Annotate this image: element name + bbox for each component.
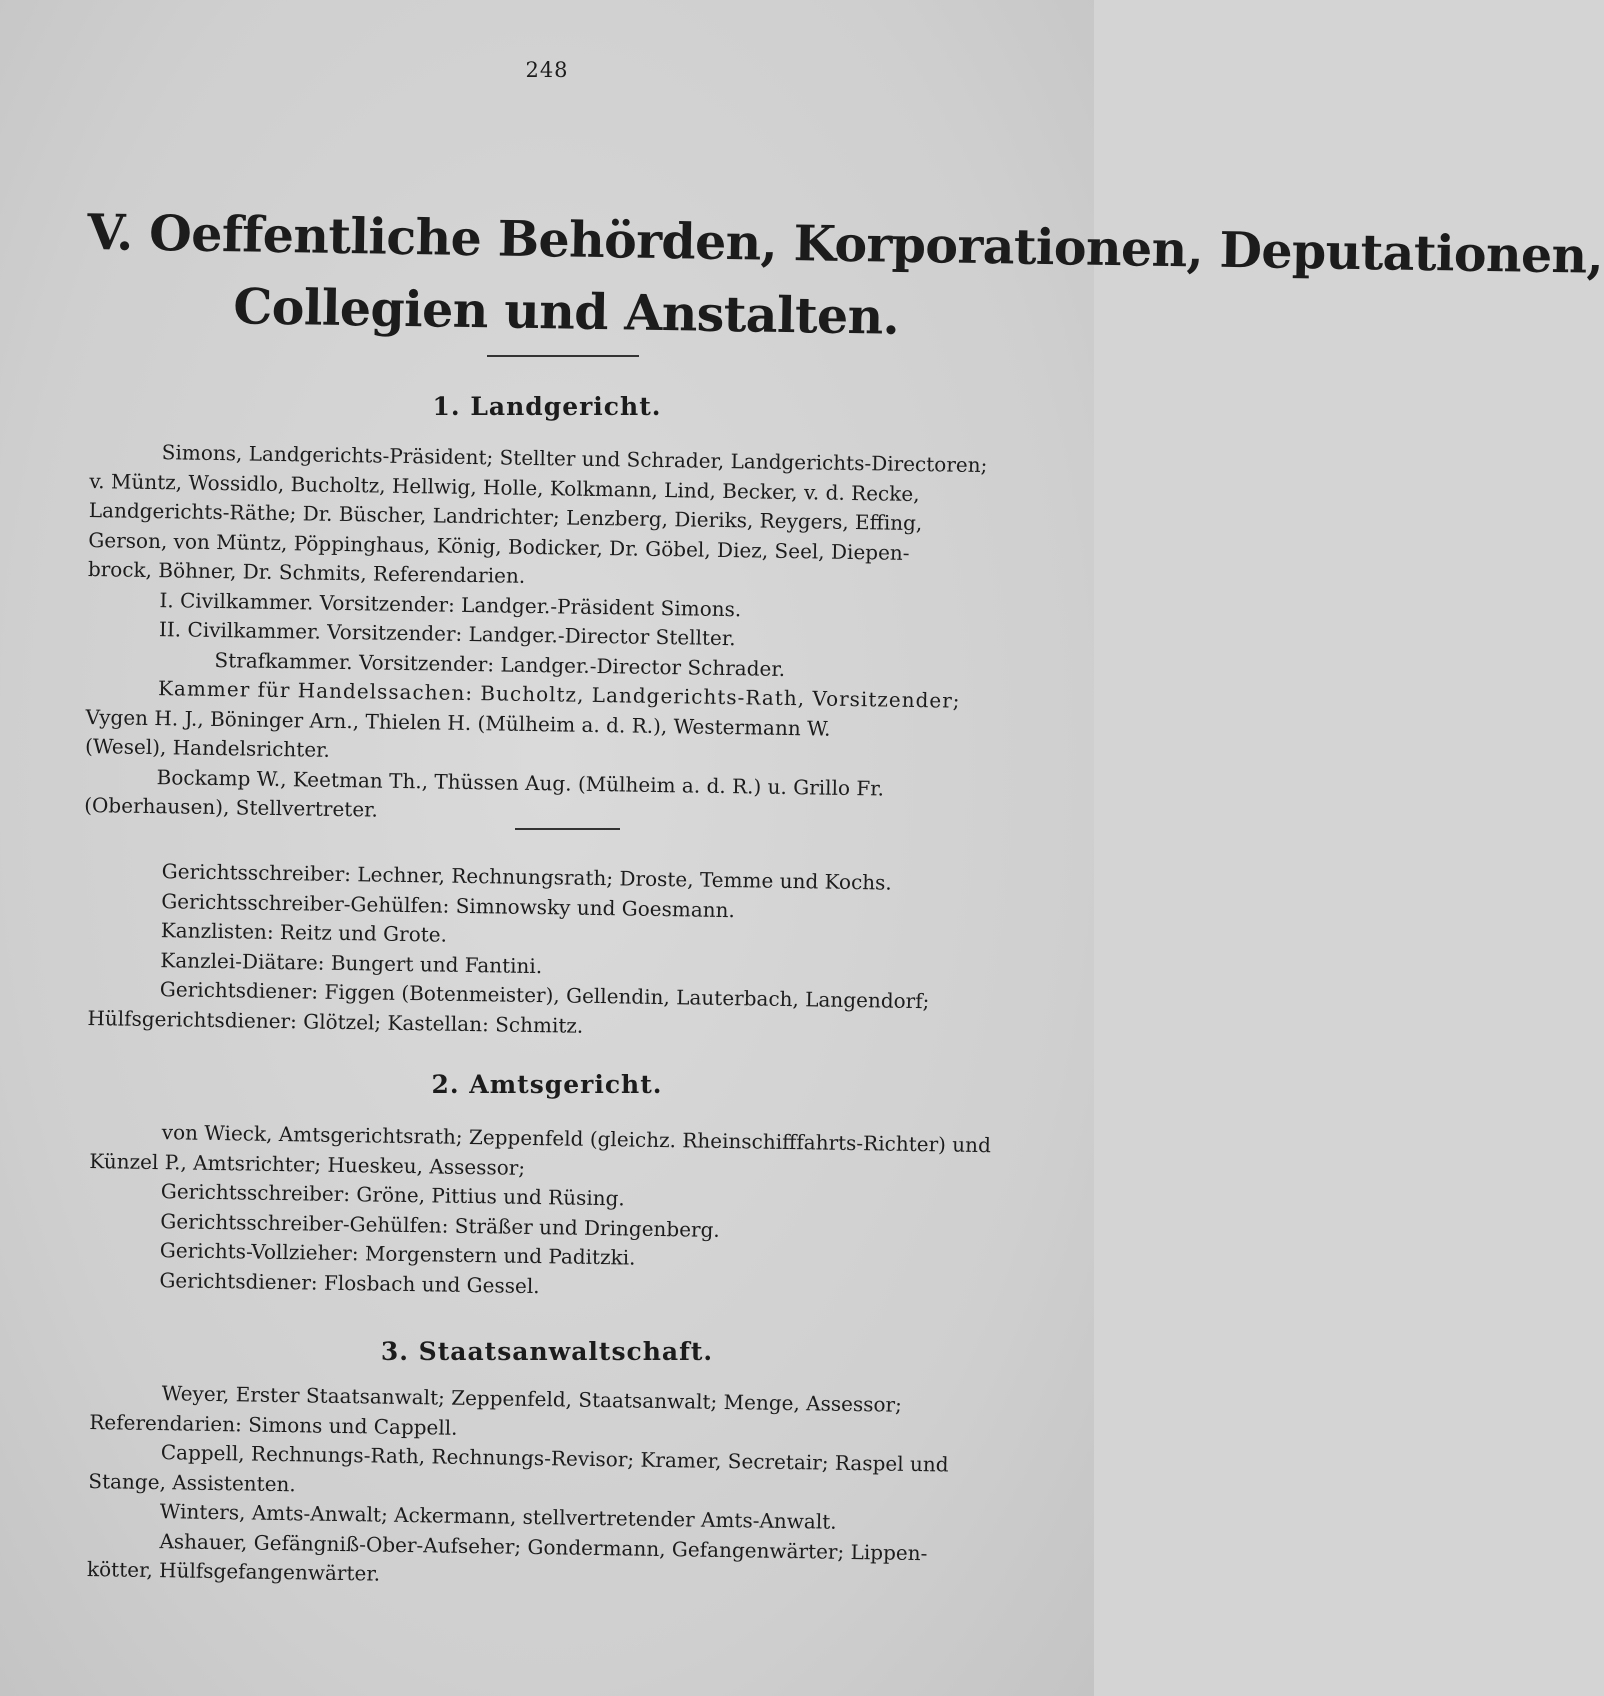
text-line: Simons, Landgerichts-Präsident; Stellter und Schrader, Landgerichts-Directoren; <box>161 440 988 478</box>
text-line: Gerichtsdiener: Figgen (Botenmeister), Gellendin, Lauterbach, Langendorf; <box>159 977 930 1014</box>
text-line: Gerichtsschreiber: Lechner, Rechnungsrath; Droste, Temme und Kochs. <box>161 859 892 895</box>
text-line: Landgerichts-Räthe; Dr. Büscher, Landrichter; Lenzberg, Dieriks, Reygers, Effing, <box>88 497 923 536</box>
text-line: Referendarien: Simons und Cappell. <box>89 1409 458 1440</box>
text-line: Kammer für Handelssachen: Bucholtz, Landgerichts-Rath, Vorsitzender; <box>157 676 961 713</box>
chapter-title-line-2: Collegien und Anstalten. <box>232 277 900 346</box>
text-line: Kanzlisten: Reitz und Grote. <box>160 918 448 947</box>
text-line: I. Civilkammer. Vorsitzender: Landger.-Präsident Simons. <box>159 587 742 621</box>
page-number: 248 <box>525 58 569 82</box>
text-line: Weyer, Erster Staatsanwalt; Zeppenfeld, Staatsanwalt; Menge, Assessor; <box>161 1381 903 1417</box>
text-line: Cappell, Rechnungs-Rath, Rechnungs-Revisor; Kramer, Secretair; Raspel und <box>160 1440 949 1477</box>
section-heading-staatsanwaltschaft: 3. Staatsanwaltschaft. <box>380 1337 714 1366</box>
text-line: Gerichts-Vollzieher: Morgenstern und Paditzki. <box>159 1238 636 1270</box>
text-line: Bockamp W., Keetman Th., Thüssen Aug. (Mülheim a. d. R.) u. Grillo Fr. <box>156 764 885 801</box>
section-body-landgericht <box>84 437 1050 836</box>
text-line: Gerichtsschreiber-Gehülfen: Simnowsky und Goesmann. <box>161 888 736 922</box>
chapter-title <box>86 196 1604 355</box>
chapter-title-line-1: V. Oeffentliche Behörden, Korporationen, Deputationen, <box>86 202 1604 285</box>
title-divider <box>487 355 639 357</box>
text-line: (Oberhausen), Stellvertreter. <box>84 792 379 822</box>
text-line: Winters, Amts-Anwalt; Ackermann, stellvertretender Amts-Anwalt. <box>159 1499 837 1534</box>
section-heading-amtsgericht: 2. Amtsgericht. <box>431 1070 663 1099</box>
text-line: kötter, Hülfsgefangenwärter. <box>86 1556 381 1586</box>
text-line: Gerichtsschreiber-Gehülfen: Sträßer und Dringenberg. <box>160 1208 720 1242</box>
text-line: Strafkammer. Vorsitzender: Landger.-Director Schrader. <box>214 647 786 681</box>
text-line: Stange, Assistenten. <box>88 1468 296 1496</box>
text-line: (Wesel), Handelsrichter. <box>84 733 331 762</box>
section-divider <box>515 828 620 830</box>
section-staff-landgericht <box>87 856 1050 1048</box>
text-line: brock, Böhner, Dr. Schmits, Referendarien. <box>87 556 526 588</box>
text-line: Gerichtsschreiber: Gröne, Pittius und Rüsing. <box>160 1179 625 1211</box>
text-line: Kanzlei-Diätare: Bungert und Fantini. <box>160 947 543 978</box>
text-line: Gerson, von Müntz, Pöppinghaus, König, Bodicker, Dr. Göbel, Diez, Seel, Diepen- <box>88 527 910 565</box>
text-line: Künzel P., Amtsrichter; Hueskeu, Assessor; <box>89 1148 526 1180</box>
text-line: II. Civilkammer. Vorsitzender: Landger.-Director Stellter. <box>158 617 736 651</box>
text-line: Ashauer, Gefängniß-Ober-Aufseher; Gondermann, Gefangenwärter; Lippen- <box>159 1528 928 1565</box>
text-line: Hülfsgerichtsdiener: Glötzel; Kastellan: Schmitz. <box>87 1005 584 1038</box>
section-body-staatsanwaltschaft <box>87 1378 1050 1600</box>
text-line: v. Müntz, Wossidlo, Bucholtz, Hellwig, Holle, Kolkmann, Lind, Becker, v. d. Recke, <box>89 468 920 506</box>
text-line: Vygen H. J., Böninger Arn., Thielen H. (Mülheim a. d. R.), Westermann W. <box>85 704 831 741</box>
text-line: Gerichtsdiener: Flosbach und Gessel. <box>159 1267 540 1298</box>
text-line: von Wieck, Amtsgerichtsrath; Zeppenfeld (gleichz. Rheinschifffahrts-Richter) und <box>161 1120 992 1158</box>
section-body-amtsgericht <box>87 1117 1050 1309</box>
section-heading-landgericht: 1. Landgericht. <box>432 392 662 421</box>
